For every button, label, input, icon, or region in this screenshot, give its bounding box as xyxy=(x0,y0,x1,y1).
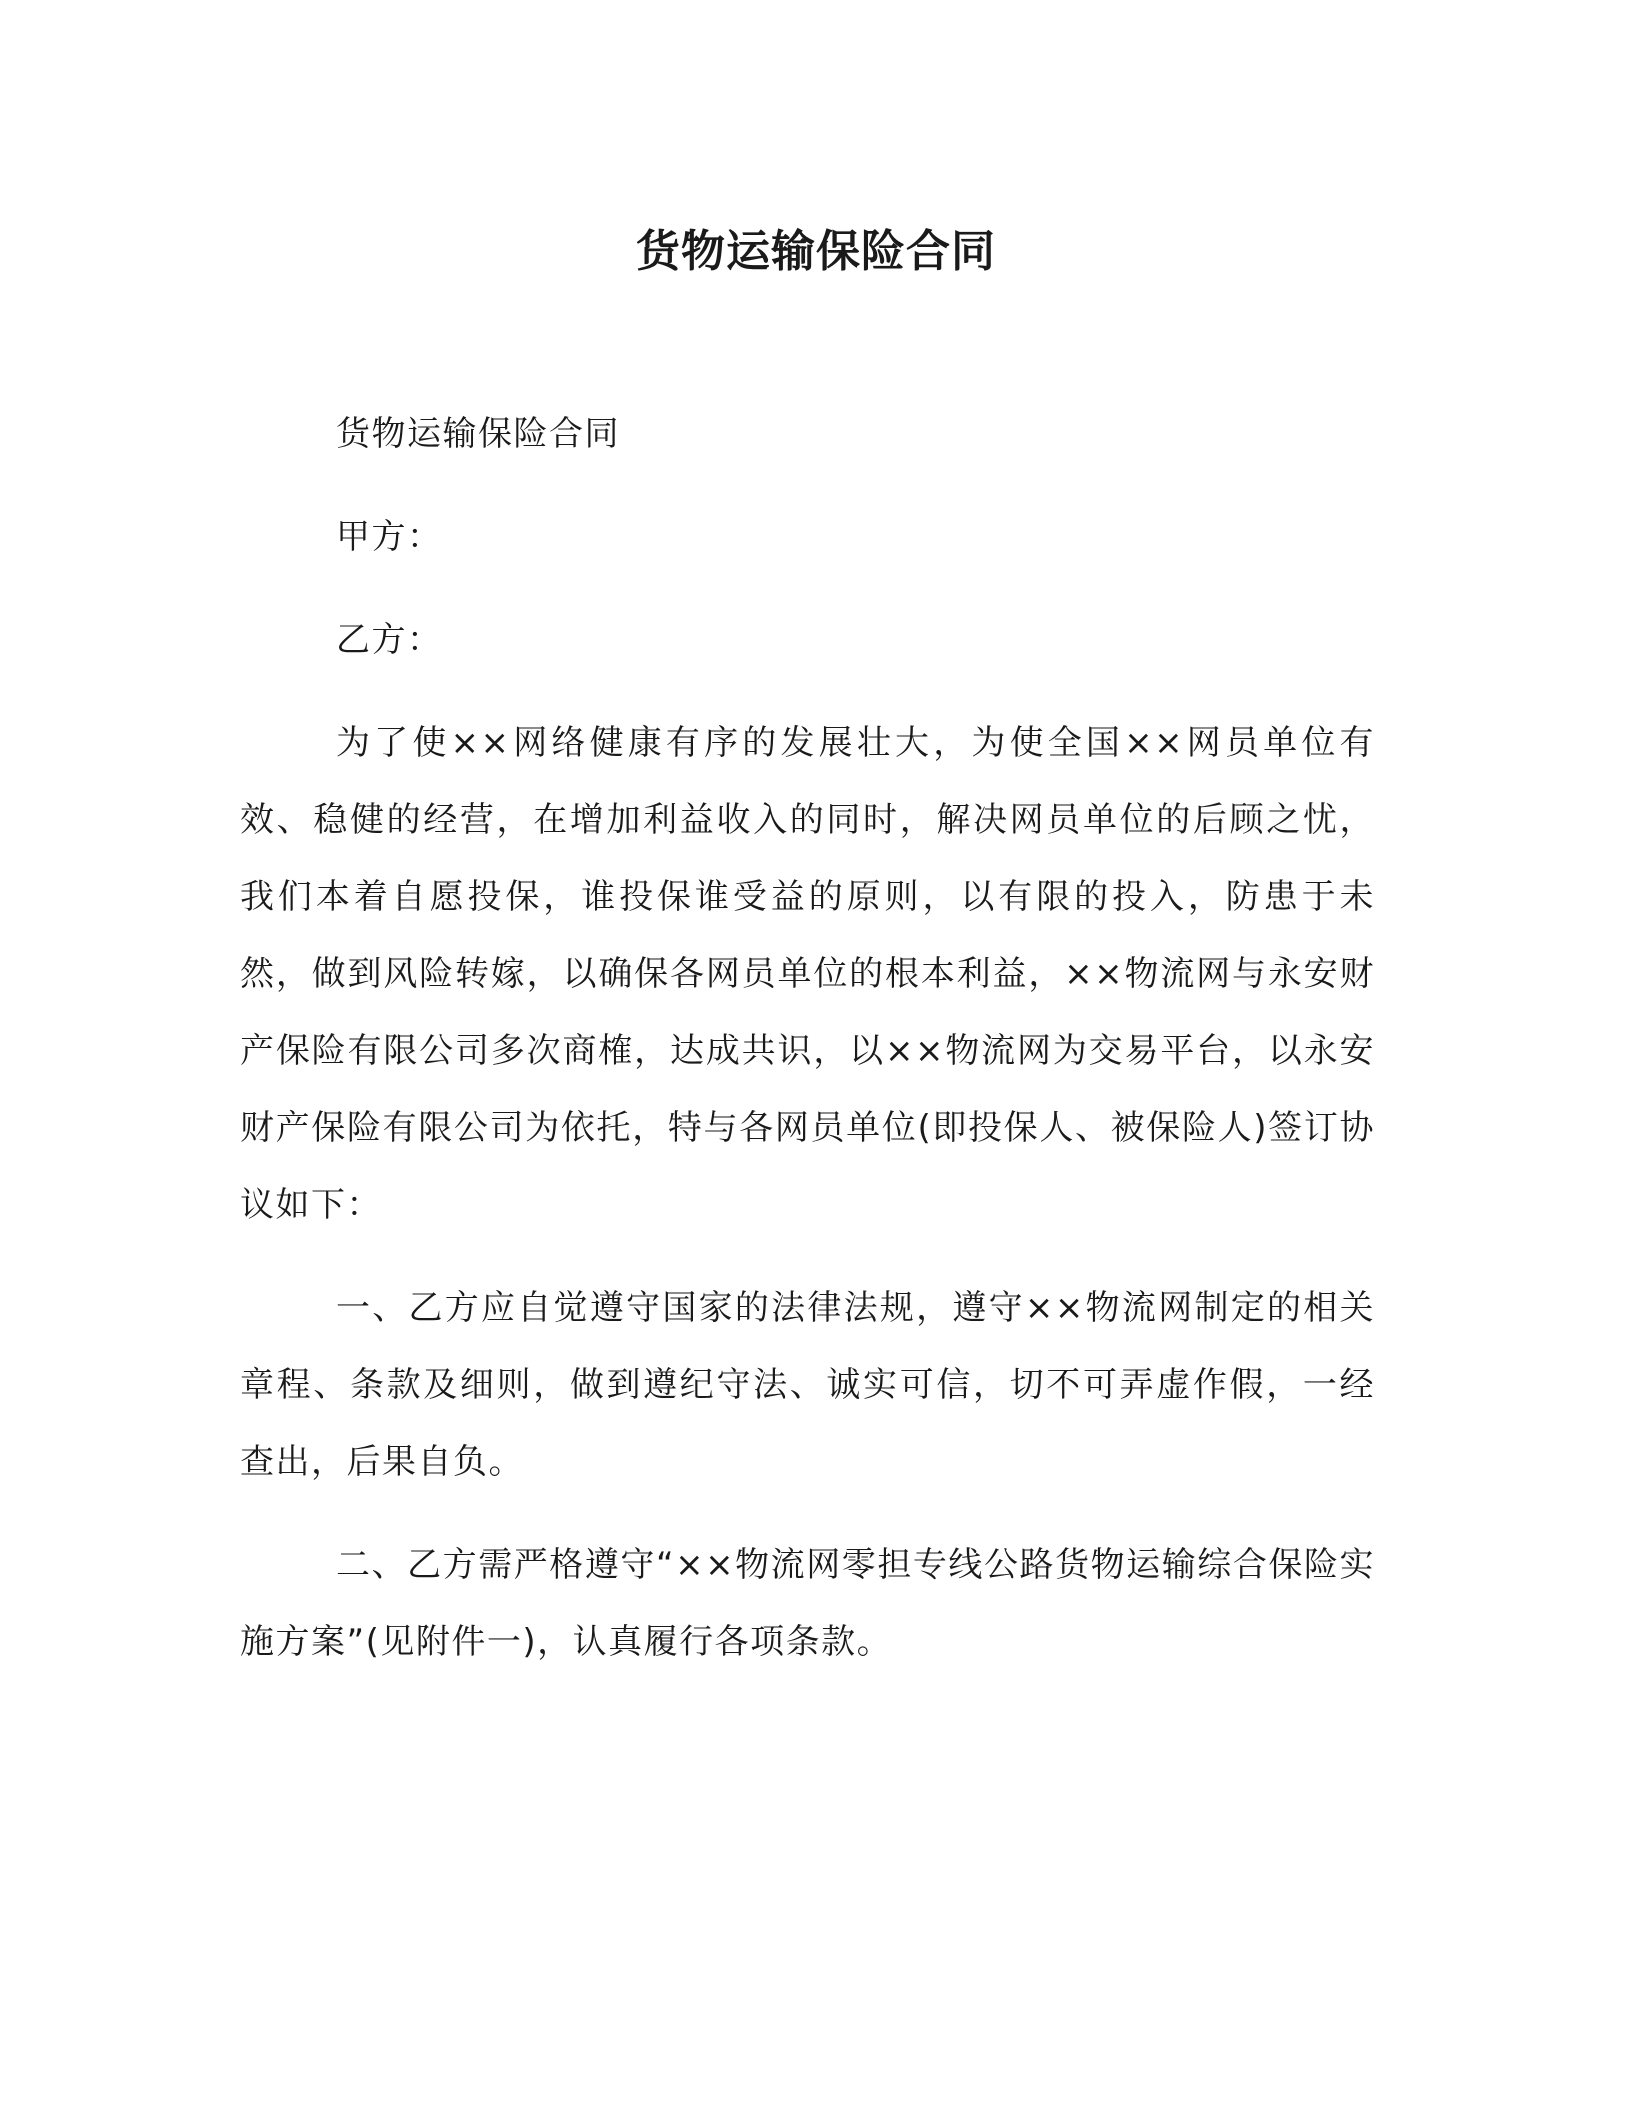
document-title: 货物运输保险合同 xyxy=(636,226,996,277)
subtitle-paragraph: 货物运输保险合同 xyxy=(336,414,620,454)
party-a-line: 甲方： xyxy=(336,517,443,557)
clause-2-paragraph: 二、乙方需严格遵守“××物流网零担专线公路货物运输综合保险实施方案”(见附件一)，认真履行各项条款。 xyxy=(240,1545,1375,1662)
document-body xyxy=(240,396,1375,1707)
clause-1-paragraph: 一、乙方应自觉遵守国家的法律法规，遵守××物流网制定的相关章程、条款及细则，做到遵纪守法、诚实可信，切不可弄虚作假，一经查出，后果自负。 xyxy=(240,1288,1375,1482)
preamble-paragraph: 为了使××网络健康有序的发展壮大，为使全国××网员单位有效、稳健的经营，在增加利益收入的同时，解决网员单位的后顾之忧，我们本着自愿投保，谁投保谁受益的原则，以有限的投入，防患于未然，做到风险转嫁，以确保各网员单位的根本利益，××物流网与永安财产保险有限公司多次商榷，达成共识，以××物流网为交易平台，以永安财产保险有限公司为依托，特与各网员单位(即投保人、被保险人)签订协议如下： xyxy=(240,723,1375,1225)
party-b-line: 乙方： xyxy=(336,620,443,660)
